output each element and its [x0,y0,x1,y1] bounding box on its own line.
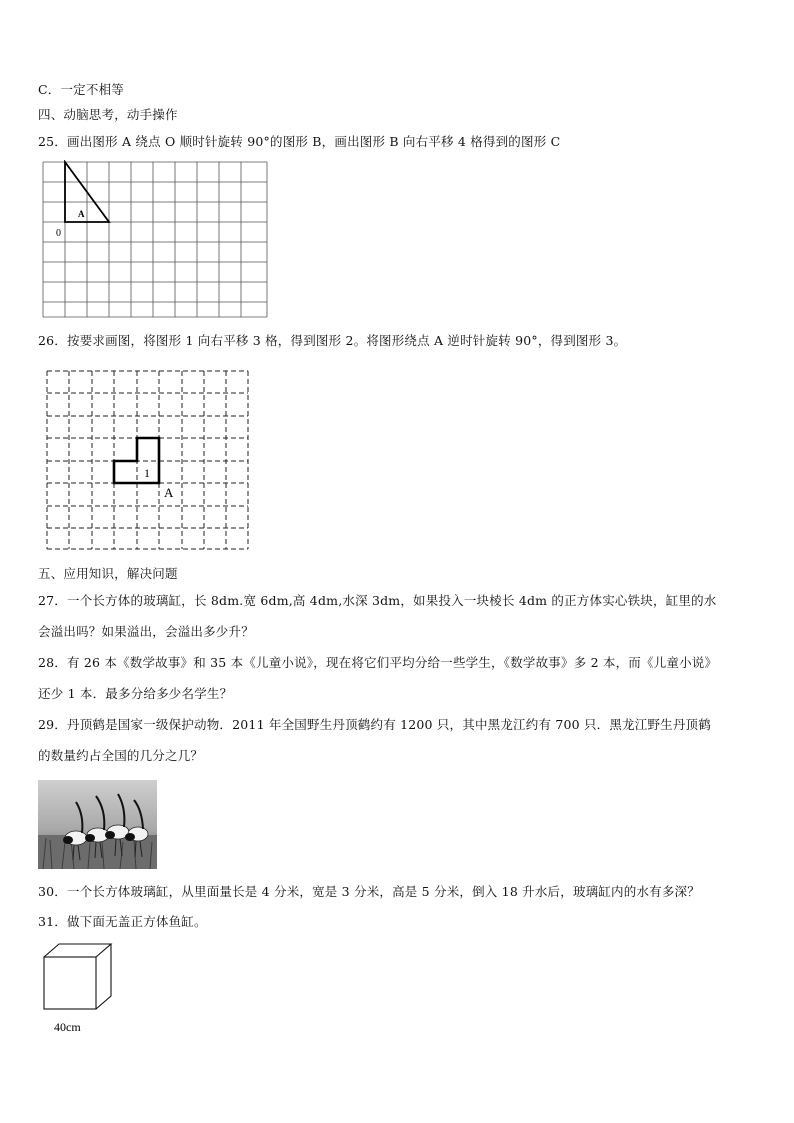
label-1: 1 [144,466,150,480]
cube-front-face [44,957,96,1009]
question-27-line-2: 会溢出吗？如果溢出，会溢出多少升？ [38,624,254,639]
question-29-line-2: 的数量约占全国的几分之几？ [38,748,204,763]
grid-figure-25 [40,160,270,320]
cube-edge-label: 40cm [54,1020,81,1034]
cube-top-edges [44,944,111,957]
section-heading-5: 五、应用知识，解决问题 [38,566,178,581]
question-30: 30．一个长方体玻璃缸，从里面量长是 4 分米，宽是 3 分米，高是 5 分米，倒入 18 升水后，玻璃缸内的水有多深？ [38,884,700,899]
question-28-line-2: 还少 1 本．最多分给多少名学生？ [38,686,233,701]
question-26: 26．按要求画图，将图形 1 向右平移 3 格，得到图形 2。将图形绕点 A 逆时针旋转 90°，得到图形 3。 [38,333,627,348]
question-28-line-1: 28．有 26 本《数学故事》和 35 本《儿童小说》，现在将它们平均分给一些学生，《数学故事》多 2 本，而《儿童小说》 [38,655,718,670]
grid-figure-26 [44,368,252,552]
dashed-grid-lines [47,371,248,549]
question-29-line-1: 29．丹顶鹤是国家一级保护动物．2011 年全国野生丹顶鹤约有 1200 只，其中黑龙江约有 700 只．黑龙江野生丹顶鹤 [38,717,711,732]
label-o: 0 [56,228,61,239]
option-c: C．一定不相等 [38,82,124,97]
question-25: 25．画出图形 A 绕点 O 顺时针旋转 90°的图形 B，画出图形 B 向右平移 4 格得到的图形 C [38,134,561,149]
cube-side-edges [96,944,111,1009]
label-a: A [164,485,174,500]
cube-figure [40,940,120,1040]
question-27-line-1: 27．一个长方体的玻璃缸，长 8dm.宽 6dm,高 4dm,水深 3dm，如果投入一块棱长 4dm 的正方体实心铁块，缸里的水 [38,593,717,608]
grid-lines [43,162,267,317]
crane-photo [38,780,157,869]
question-31: 31．做下面无盖正方体鱼缸。 [38,914,207,929]
label-a: A [78,209,85,219]
section-heading-4: 四、动脑思考，动手操作 [38,107,178,122]
